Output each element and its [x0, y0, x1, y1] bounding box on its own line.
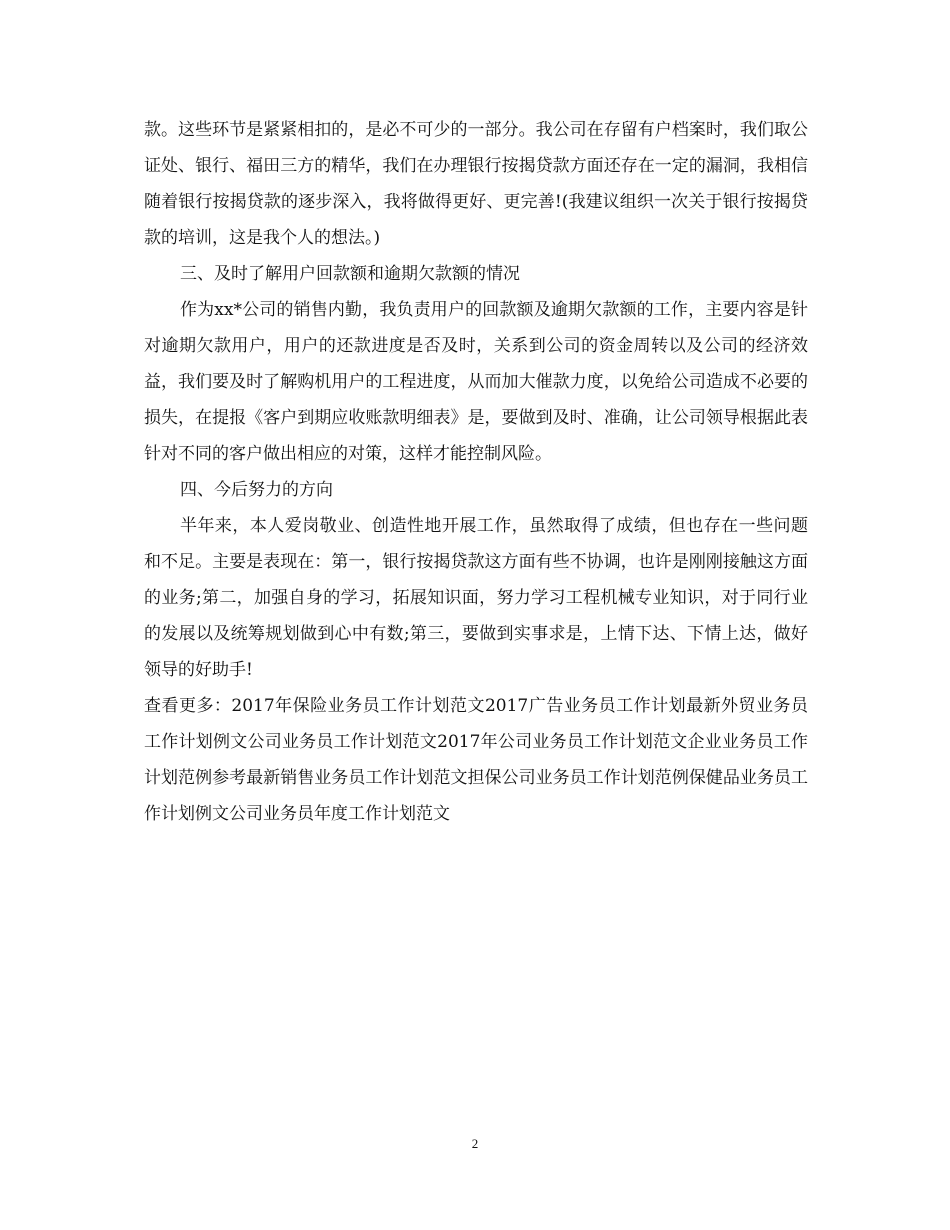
paragraph-continuation: 款。这些环节是紧紧相扣的，是必不可少的一部分。我公司在存留有户档案时，我们取公证处、银行、福田三方的精华，我们在办理银行按揭贷款方面还存在一定的漏洞，我相信随着银行按揭贷款的逐步深入，我将做得更好、更完善!(我建议组织一次关于银行按揭贷款的培训，这是我个人的想法。) — [144, 120, 808, 248]
page-number: 2 — [471, 1136, 479, 1151]
document-body — [144, 112, 808, 832]
paragraph-future-direction: 半年来，本人爱岗敬业、创造性地开展工作，虽然取得了成绩，但也存在一些问题和不足。主要是表现在：第一，银行按揭贷款这方面有些不协调，也许是刚刚接触这方面的业务;第二，加强自身的学习，拓展知识面，努力学习工程机械专业知识，对于同行业的发展以及统筹规划做到心中有数;第三，要做到实事求是，上情下达、下情上达，做好领导的好助手! — [144, 516, 808, 680]
section-heading-4: 四、今后努力的方向 — [180, 480, 333, 500]
see-more-links[interactable]: 查看更多：2017年保险业务员工作计划范文2017广告业务员工作计划最新外贸业务员工作计划例文公司业务员工作计划范文2017年公司业务员工作计划范文企业业务员工作计划范例参考最新销售业务员工作计划范文担保公司业务员工作计划范例保健品业务员工作计划例文公司业务员年度工作计划范文 — [144, 696, 808, 824]
section-heading-3: 三、及时了解用户回款额和逾期欠款额的情况 — [180, 264, 520, 284]
paragraph-receivables: 作为xx*公司的销售内勤，我负责用户的回款额及逾期欠款额的工作，主要内容是针对逾期欠款用户，用户的还款进度是否及时，关系到公司的资金周转以及公司的经济效益，我们要及时了解购机用户的工程进度，从而加大催款力度，以免给公司造成不必要的损失，在提报《客户到期应收账款明细表》是，要做到及时、准确，让公司领导根据此表针对不同的客户做出相应的对策，这样才能控制风险。 — [144, 300, 808, 464]
